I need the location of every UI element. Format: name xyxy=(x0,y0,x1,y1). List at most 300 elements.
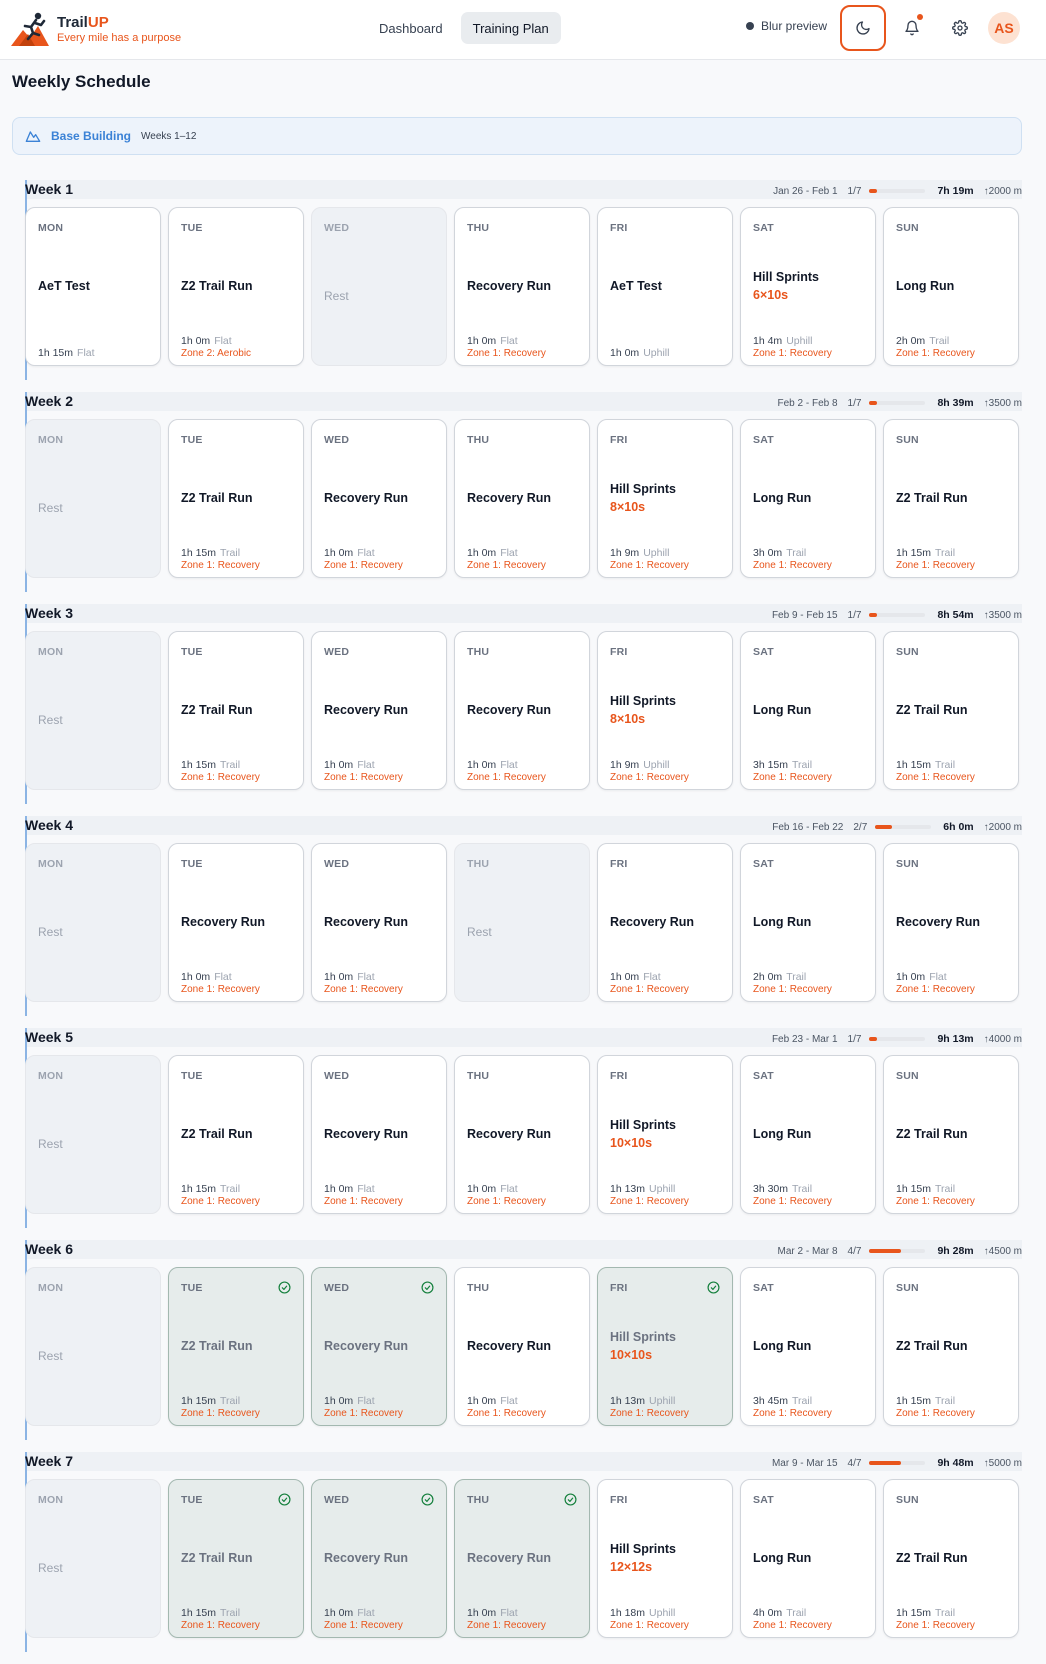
workout-duration: 3h 30m xyxy=(753,1183,789,1195)
week-days xyxy=(25,207,1019,366)
workout-info xyxy=(753,547,806,559)
workout-info xyxy=(610,1607,675,1619)
workout-terrain: Flat xyxy=(500,547,518,559)
workout-reps: 6×10s xyxy=(753,288,789,302)
workout-info xyxy=(896,335,949,347)
day-label: THU xyxy=(467,1070,490,1082)
week-progress-fill xyxy=(869,1037,877,1041)
day-label: WED xyxy=(324,434,350,446)
week-summary xyxy=(773,185,1022,197)
day-label: MON xyxy=(38,858,64,870)
rest-day-card[interactable] xyxy=(311,207,447,366)
day-label: FRI xyxy=(610,646,628,658)
workout-card[interactable] xyxy=(311,1479,447,1638)
workout-terrain: Trail xyxy=(935,1395,956,1407)
week-progress-bar xyxy=(869,1249,925,1253)
workout-card[interactable] xyxy=(883,419,1019,578)
workout-info xyxy=(753,1395,812,1407)
workout-info xyxy=(896,1395,955,1407)
day-label: TUE xyxy=(181,858,203,870)
workout-duration: 1h 9m xyxy=(610,759,640,771)
tab-dashboard[interactable]: Dashboard xyxy=(379,20,443,36)
week-elevation-gain: ↑3500 m xyxy=(983,609,1022,621)
workout-card[interactable] xyxy=(311,631,447,790)
workout-zone: Zone 1: Recovery xyxy=(324,560,403,571)
week-date-range: Mar 9 - Mar 15 xyxy=(771,1457,838,1469)
week-total-time: 6h 0m xyxy=(943,821,974,833)
workout-card[interactable] xyxy=(168,843,304,1002)
workout-duration: 1h 0m xyxy=(467,547,497,559)
workout-zone: Zone 1: Recovery xyxy=(896,984,975,995)
tab-training-plan[interactable]: Training Plan xyxy=(461,12,561,44)
workout-duration: 1h 0m xyxy=(324,1395,354,1407)
week-title: Week 5 xyxy=(25,1029,73,1045)
workout-zone: Zone 1: Recovery xyxy=(896,1620,975,1631)
workout-terrain: Flat xyxy=(500,1607,518,1619)
workout-card[interactable] xyxy=(597,1267,733,1426)
workout-zone: Zone 1: Recovery xyxy=(610,1408,689,1419)
workout-card[interactable] xyxy=(883,1267,1019,1426)
day-label: SAT xyxy=(753,1070,774,1082)
workout-terrain: Trail xyxy=(792,759,813,771)
runner-logo-icon xyxy=(11,12,49,46)
rest-label: Rest xyxy=(38,925,63,939)
day-label: FRI xyxy=(610,1282,628,1294)
user-avatar[interactable]: AS xyxy=(988,12,1020,44)
rest-day-card[interactable] xyxy=(25,631,161,790)
workout-info xyxy=(753,1183,812,1195)
phase-banner[interactable] xyxy=(12,117,1022,155)
workout-card[interactable] xyxy=(454,207,590,366)
week-date-range: Feb 2 - Feb 8 xyxy=(777,397,838,409)
workout-duration: 1h 15m xyxy=(896,547,932,559)
workout-terrain: Flat xyxy=(500,759,518,771)
workout-terrain: Flat xyxy=(77,347,95,359)
workout-duration: 1h 15m xyxy=(38,347,74,359)
workout-terrain: Flat xyxy=(500,1395,518,1407)
week-summary xyxy=(772,1457,1022,1469)
workout-terrain: Trail xyxy=(220,759,241,771)
workout-duration: 4h 0m xyxy=(753,1607,783,1619)
workout-info xyxy=(467,547,518,559)
week-elevation-gain: ↑3500 m xyxy=(983,397,1022,409)
top-bar xyxy=(0,0,1046,60)
week-date-range: Feb 16 - Feb 22 xyxy=(772,821,844,833)
day-label: FRI xyxy=(610,1494,628,1506)
week-title: Week 7 xyxy=(25,1453,73,1469)
day-label: SUN xyxy=(896,1282,919,1294)
workout-zone: Zone 1: Recovery xyxy=(467,348,546,359)
day-label: TUE xyxy=(181,646,203,658)
workout-duration: 1h 0m xyxy=(610,971,640,983)
week-progress-fill xyxy=(875,825,891,829)
workout-duration: 1h 9m xyxy=(610,547,640,559)
workout-title: Z2 Trail Run xyxy=(181,491,253,505)
workout-terrain: Trail xyxy=(792,1183,813,1195)
week-summary xyxy=(772,821,1022,833)
workout-title: Z2 Trail Run xyxy=(181,1339,253,1353)
workout-zone: Zone 1: Recovery xyxy=(753,1196,832,1207)
moon-icon xyxy=(855,20,871,36)
day-label: MON xyxy=(38,646,64,658)
week-progress-fill xyxy=(869,613,877,617)
week-elevation-gain: ↑4500 m xyxy=(983,1245,1022,1257)
workout-duration: 1h 15m xyxy=(896,759,932,771)
workout-card[interactable] xyxy=(740,1267,876,1426)
workout-zone: Zone 1: Recovery xyxy=(753,984,832,995)
workout-zone: Zone 1: Recovery xyxy=(610,984,689,995)
phase-weeks: Weeks 1–12 xyxy=(141,130,197,142)
status-dot-icon xyxy=(746,22,754,30)
workout-title: Z2 Trail Run xyxy=(896,1339,968,1353)
day-label: SUN xyxy=(896,1070,919,1082)
week-completed-count: 1/7 xyxy=(847,1033,862,1045)
workout-duration: 1h 0m xyxy=(467,1395,497,1407)
week-progress-bar xyxy=(869,189,925,193)
page-title: Weekly Schedule xyxy=(12,72,151,91)
day-label: MON xyxy=(38,1494,64,1506)
workout-zone: Zone 1: Recovery xyxy=(753,772,832,783)
rest-label: Rest xyxy=(38,713,63,727)
workout-info xyxy=(324,759,375,771)
workout-duration: 1h 0m xyxy=(467,759,497,771)
rest-day-card[interactable] xyxy=(25,843,161,1002)
week-days xyxy=(25,1055,1019,1214)
rest-day-card[interactable] xyxy=(454,843,590,1002)
workout-zone: Zone 1: Recovery xyxy=(181,1408,260,1419)
workout-terrain: Trail xyxy=(929,335,950,347)
workout-title: Long Run xyxy=(753,1339,812,1353)
workout-card[interactable] xyxy=(454,419,590,578)
rest-day-card[interactable] xyxy=(25,1267,161,1426)
workout-info xyxy=(324,1395,375,1407)
week-completed-count: 1/7 xyxy=(847,185,862,197)
week-completed-count: 2/7 xyxy=(853,821,868,833)
workout-title: Long Run xyxy=(753,703,812,717)
workout-zone: Zone 1: Recovery xyxy=(467,1408,546,1419)
main-nav xyxy=(367,12,561,44)
week-elevation-gain: ↑2000 m xyxy=(983,821,1022,833)
workout-terrain: Flat xyxy=(214,335,232,347)
workout-duration: 2h 0m xyxy=(896,335,926,347)
workout-terrain: Flat xyxy=(500,335,518,347)
workout-terrain: Trail xyxy=(786,547,807,559)
workout-info xyxy=(467,1395,518,1407)
notifications-button[interactable] xyxy=(889,5,935,51)
workout-info xyxy=(610,547,669,559)
settings-button[interactable] xyxy=(937,5,983,51)
workout-terrain: Flat xyxy=(214,971,232,983)
workout-terrain: Flat xyxy=(357,547,375,559)
week-days xyxy=(25,1267,1019,1426)
workout-card[interactable] xyxy=(883,1055,1019,1214)
workout-duration: 1h 15m xyxy=(896,1395,932,1407)
workout-zone: Zone 2: Aerobic xyxy=(181,348,252,359)
workout-zone: Zone 1: Recovery xyxy=(610,772,689,783)
workout-terrain: Uphill xyxy=(786,335,813,347)
rest-label: Rest xyxy=(38,501,63,515)
workout-terrain: Trail xyxy=(220,547,241,559)
workout-card[interactable] xyxy=(597,419,733,578)
week-date-range: Feb 9 - Feb 15 xyxy=(771,609,838,621)
workout-terrain: Trail xyxy=(220,1607,241,1619)
workout-title: Recovery Run xyxy=(467,1551,552,1565)
workout-title: Long Run xyxy=(753,491,812,505)
week-total-time: 9h 28m xyxy=(937,1245,974,1257)
workout-info xyxy=(610,971,661,983)
workout-info xyxy=(753,759,812,771)
workout-duration: 1h 15m xyxy=(896,1183,932,1195)
workout-card[interactable] xyxy=(311,1055,447,1214)
workout-info xyxy=(896,1607,955,1619)
workout-terrain: Uphill xyxy=(649,1607,676,1619)
week-title: Week 2 xyxy=(25,393,73,409)
workout-card[interactable] xyxy=(597,1055,733,1214)
workout-card[interactable] xyxy=(740,843,876,1002)
workout-card[interactable] xyxy=(168,419,304,578)
day-label: SAT xyxy=(753,858,774,870)
workout-zone: Zone 1: Recovery xyxy=(181,772,260,783)
workout-zone: Zone 1: Recovery xyxy=(467,560,546,571)
workout-title: Hill Sprints xyxy=(610,1118,676,1132)
workout-info xyxy=(181,335,232,347)
week-completed-count: 4/7 xyxy=(847,1457,862,1469)
workout-card[interactable] xyxy=(883,207,1019,366)
workout-zone: Zone 1: Recovery xyxy=(896,348,975,359)
workout-title-block xyxy=(610,208,724,365)
workout-zone: Zone 1: Recovery xyxy=(324,1408,403,1419)
workout-card[interactable] xyxy=(168,631,304,790)
rest-label: Rest xyxy=(324,289,349,303)
workout-card[interactable] xyxy=(25,207,161,366)
workout-info xyxy=(896,759,955,771)
workout-zone: Zone 1: Recovery xyxy=(324,1196,403,1207)
week-progress-fill xyxy=(869,1461,901,1465)
workout-zone: Zone 1: Recovery xyxy=(896,1196,975,1207)
workout-duration: 1h 15m xyxy=(181,1395,217,1407)
workout-card[interactable] xyxy=(454,631,590,790)
workout-card[interactable] xyxy=(454,1267,590,1426)
workout-card[interactable] xyxy=(454,1479,590,1638)
workout-info xyxy=(38,347,95,359)
week-summary xyxy=(772,609,1022,621)
day-label: TUE xyxy=(181,1282,203,1294)
workout-duration: 1h 0m xyxy=(324,759,354,771)
workout-terrain: Uphill xyxy=(643,759,670,771)
week-progress-bar xyxy=(869,1461,925,1465)
workout-card[interactable] xyxy=(740,1055,876,1214)
workout-title: Z2 Trail Run xyxy=(896,1127,968,1141)
workout-card[interactable] xyxy=(311,843,447,1002)
rest-day-card[interactable] xyxy=(25,1479,161,1638)
workout-title: Recovery Run xyxy=(467,1127,552,1141)
workout-card[interactable] xyxy=(740,419,876,578)
workout-duration: 1h 0m xyxy=(181,335,211,347)
workout-info xyxy=(467,1607,518,1619)
workout-reps: 10×10s xyxy=(610,1348,653,1362)
workout-card[interactable] xyxy=(168,207,304,366)
workout-card[interactable] xyxy=(740,1479,876,1638)
day-label: THU xyxy=(467,1494,490,1506)
workout-card[interactable] xyxy=(740,207,876,366)
workout-zone: Zone 1: Recovery xyxy=(610,1196,689,1207)
week-elevation-gain: ↑4000 m xyxy=(983,1033,1022,1045)
day-label: MON xyxy=(38,1282,64,1294)
workout-info xyxy=(610,347,669,359)
workout-duration: 1h 0m xyxy=(324,547,354,559)
week-summary xyxy=(778,1245,1022,1257)
week-completed-count: 1/7 xyxy=(847,609,862,621)
workout-reps: 8×10s xyxy=(610,500,646,514)
day-label: SUN xyxy=(896,1494,919,1506)
rest-day-card[interactable] xyxy=(25,419,161,578)
workout-title: Z2 Trail Run xyxy=(181,1551,253,1565)
workout-zone: Zone 1: Recovery xyxy=(610,560,689,571)
week-date-range: Jan 26 - Feb 1 xyxy=(773,185,838,197)
week-days xyxy=(25,631,1019,790)
week-elevation-gain: ↑2000 m xyxy=(983,185,1022,197)
day-label: SUN xyxy=(896,222,919,234)
workout-card[interactable] xyxy=(883,843,1019,1002)
blur-preview-label: Blur preview xyxy=(761,19,828,33)
week-section xyxy=(25,1240,1022,1452)
day-label: TUE xyxy=(181,434,203,446)
workout-title: Recovery Run xyxy=(467,703,552,717)
workout-title: Hill Sprints xyxy=(610,482,676,496)
week-progress-fill xyxy=(869,401,877,405)
workout-card[interactable] xyxy=(740,631,876,790)
workout-title: AeT Test xyxy=(610,279,662,293)
workout-card[interactable] xyxy=(597,843,733,1002)
workout-title: Recovery Run xyxy=(896,915,981,929)
day-label: SAT xyxy=(753,1282,774,1294)
workout-title: Z2 Trail Run xyxy=(181,703,253,717)
day-label: THU xyxy=(467,646,490,658)
workout-card[interactable] xyxy=(597,631,733,790)
workout-card[interactable] xyxy=(597,207,733,366)
workout-zone: Zone 1: Recovery xyxy=(324,1620,403,1631)
workout-info xyxy=(324,1607,375,1619)
day-label: WED xyxy=(324,1070,350,1082)
week-total-time: 9h 13m xyxy=(937,1033,974,1045)
workout-zone: Zone 1: Recovery xyxy=(467,1620,546,1631)
workout-info xyxy=(753,335,812,347)
workout-terrain: Trail xyxy=(220,1183,241,1195)
rest-day-card[interactable] xyxy=(25,1055,161,1214)
workout-duration: 1h 0m xyxy=(181,971,211,983)
workout-duration: 3h 15m xyxy=(753,759,789,771)
workout-title: Recovery Run xyxy=(324,491,409,505)
workout-duration: 1h 0m xyxy=(467,335,497,347)
workout-zone: Zone 1: Recovery xyxy=(896,772,975,783)
day-label: SAT xyxy=(753,1494,774,1506)
day-label: THU xyxy=(467,858,490,870)
week-total-time: 8h 39m xyxy=(937,397,974,409)
workout-title: Z2 Trail Run xyxy=(896,1551,968,1565)
week-title: Week 3 xyxy=(25,605,73,621)
app-logo[interactable] xyxy=(11,12,181,46)
workout-title: Recovery Run xyxy=(181,915,266,929)
workout-card[interactable] xyxy=(597,1479,733,1638)
day-label: WED xyxy=(324,1494,350,1506)
day-label: WED xyxy=(324,1282,350,1294)
workout-card[interactable] xyxy=(883,631,1019,790)
week-date-range: Feb 23 - Mar 1 xyxy=(771,1033,838,1045)
day-label: TUE xyxy=(181,1070,203,1082)
workout-duration: 1h 0m xyxy=(896,971,926,983)
theme-toggle-button[interactable] xyxy=(840,5,886,51)
workout-title: Recovery Run xyxy=(324,703,409,717)
workout-card[interactable] xyxy=(168,1267,304,1426)
workout-info xyxy=(324,1183,375,1195)
blur-preview-toggle[interactable] xyxy=(746,19,827,33)
workout-terrain: Trail xyxy=(786,971,807,983)
workout-terrain: Trail xyxy=(935,547,956,559)
workout-info xyxy=(896,1183,955,1195)
workout-terrain: Trail xyxy=(220,1395,241,1407)
week-section xyxy=(25,604,1022,816)
week-completed-count: 1/7 xyxy=(847,397,862,409)
workout-title: Z2 Trail Run xyxy=(181,1127,253,1141)
week-section xyxy=(25,1028,1022,1240)
week-completed-count: 4/7 xyxy=(847,1245,862,1257)
week-date-range: Mar 2 - Mar 8 xyxy=(777,1245,838,1257)
workout-card[interactable] xyxy=(311,419,447,578)
workout-duration: 1h 0m xyxy=(324,1183,354,1195)
workout-duration: 1h 0m xyxy=(467,1183,497,1195)
workout-info xyxy=(610,759,669,771)
day-label: TUE xyxy=(181,1494,203,1506)
workout-card[interactable] xyxy=(168,1055,304,1214)
workout-duration: 1h 0m xyxy=(467,1607,497,1619)
rest-label: Rest xyxy=(38,1137,63,1151)
workout-title: Recovery Run xyxy=(467,1339,552,1353)
workout-info xyxy=(896,547,955,559)
workout-card[interactable] xyxy=(311,1267,447,1426)
workout-title: Long Run xyxy=(753,1551,812,1565)
week-days xyxy=(25,419,1019,578)
day-label: THU xyxy=(467,1282,490,1294)
workout-info xyxy=(181,971,232,983)
workout-info xyxy=(181,759,240,771)
workout-terrain: Flat xyxy=(500,1183,518,1195)
workout-zone: Zone 1: Recovery xyxy=(896,1408,975,1419)
workout-title: Recovery Run xyxy=(324,1127,409,1141)
workout-title: Recovery Run xyxy=(467,279,552,293)
workout-info xyxy=(467,335,518,347)
workout-zone: Zone 1: Recovery xyxy=(753,348,832,359)
week-total-time: 7h 19m xyxy=(937,185,974,197)
workout-duration: 1h 0m xyxy=(324,971,354,983)
workout-info xyxy=(610,1395,675,1407)
day-label: SAT xyxy=(753,434,774,446)
phase-label: Base Building xyxy=(51,129,132,143)
workout-info xyxy=(181,1395,240,1407)
workout-title: Hill Sprints xyxy=(610,1330,676,1344)
workout-terrain: Uphill xyxy=(643,347,670,359)
workout-card[interactable] xyxy=(883,1479,1019,1638)
week-days xyxy=(25,1479,1019,1638)
workout-card[interactable] xyxy=(454,1055,590,1214)
week-progress-fill xyxy=(869,189,877,193)
week-section xyxy=(25,392,1022,604)
day-label: WED xyxy=(324,222,350,234)
workout-info xyxy=(181,1183,240,1195)
day-label: TUE xyxy=(181,222,203,234)
workout-card[interactable] xyxy=(168,1479,304,1638)
mountain-icon xyxy=(25,129,41,143)
workout-terrain: Flat xyxy=(643,971,661,983)
